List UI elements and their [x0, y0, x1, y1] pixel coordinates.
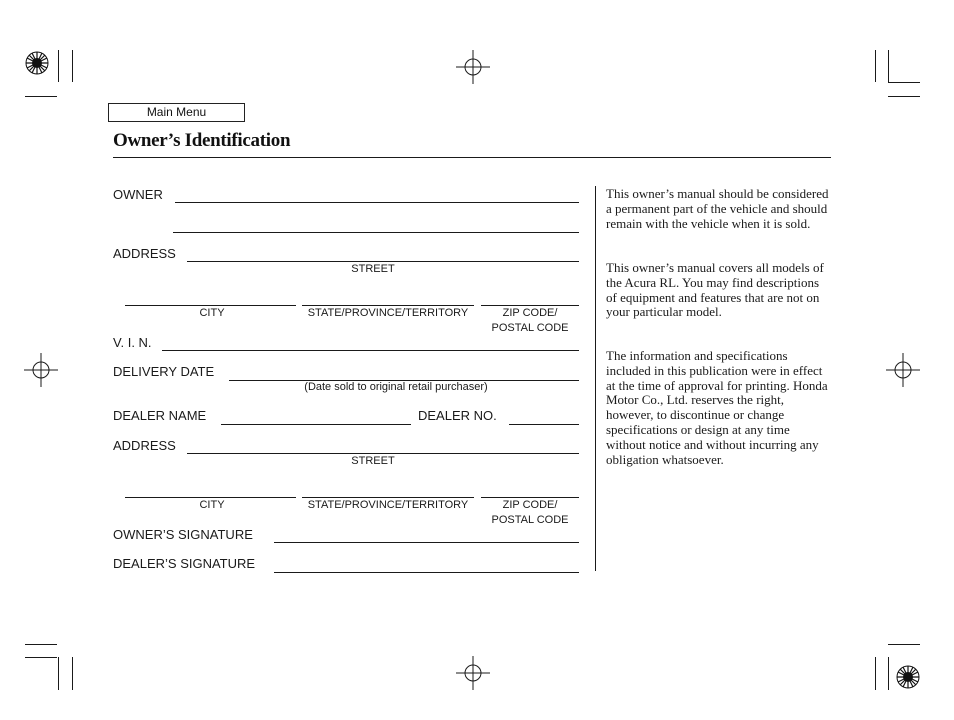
street-caption: STREET — [351, 263, 395, 275]
city-caption: CITY — [199, 307, 225, 319]
vin-field[interactable] — [162, 350, 579, 351]
dealer-zip-caption-line-2: POSTAL CODE — [491, 514, 569, 526]
dealer-no-label: DEALER NO. — [418, 408, 497, 423]
vin-label: V. I. N. — [113, 335, 152, 350]
owner-field[interactable] — [175, 202, 579, 203]
dealer-zip-caption-line-1: ZIP CODE/ — [502, 499, 558, 511]
dealer-street-caption: STREET — [351, 455, 395, 467]
dealer-name-label: DEALER NAME — [113, 408, 207, 423]
starburst-target-top-left — [25, 51, 49, 75]
owner-signature-label: OWNER’S SIGNATURE — [113, 527, 253, 542]
manual-permanence-note: This owner’s manual should be considered a permanent part of the vehicle and should remain with the vehicle when it is sold. — [606, 186, 829, 231]
owner-label: OWNER — [113, 187, 163, 202]
title-rule — [113, 157, 831, 158]
zip-caption-line-2: POSTAL CODE — [491, 322, 569, 334]
dealer-city-caption: CITY — [199, 499, 225, 511]
registration-mark-top — [456, 50, 490, 84]
owner-signature-field[interactable] — [274, 542, 579, 543]
page-title: Owner’s Identification — [113, 130, 291, 151]
dealer-address-label: ADDRESS — [113, 438, 176, 453]
address-label: ADDRESS — [113, 246, 176, 261]
dealer-no-field[interactable] — [509, 424, 579, 425]
registration-mark-left — [24, 353, 58, 387]
registration-mark-right — [886, 353, 920, 387]
starburst-target-bottom-right — [896, 665, 920, 689]
dealer-name-field[interactable] — [221, 424, 411, 425]
owner-field-line-2[interactable] — [173, 232, 579, 233]
state-caption: STATE/PROVINCE/TERRITORY — [307, 307, 469, 319]
specifications-disclaimer: The information and specifications included in this publication were in effect at the time of approval for printing. Honda Motor Co., Ltd. reserves the right, however, to discontinue or change specifications or design at any time without notice and without incurring any obligation whatsoever. — [606, 348, 828, 467]
column-divider — [595, 186, 596, 571]
registration-mark-bottom — [456, 656, 490, 690]
delivery-date-caption: (Date sold to original retail purchaser) — [304, 381, 488, 393]
delivery-date-label: DELIVERY DATE — [113, 364, 215, 379]
zip-caption-line-1: ZIP CODE/ — [502, 307, 558, 319]
dealer-state-caption: STATE/PROVINCE/TERRITORY — [307, 499, 469, 511]
model-coverage-note: This owner’s manual covers all models of the Acura RL. You may find descriptions of equipment and features that are not on your particular model. — [606, 260, 824, 320]
dealer-signature-label: DEALER’S SIGNATURE — [113, 556, 256, 571]
dealer-signature-field[interactable] — [274, 572, 579, 573]
main-menu-button[interactable]: Main Menu — [108, 103, 245, 122]
